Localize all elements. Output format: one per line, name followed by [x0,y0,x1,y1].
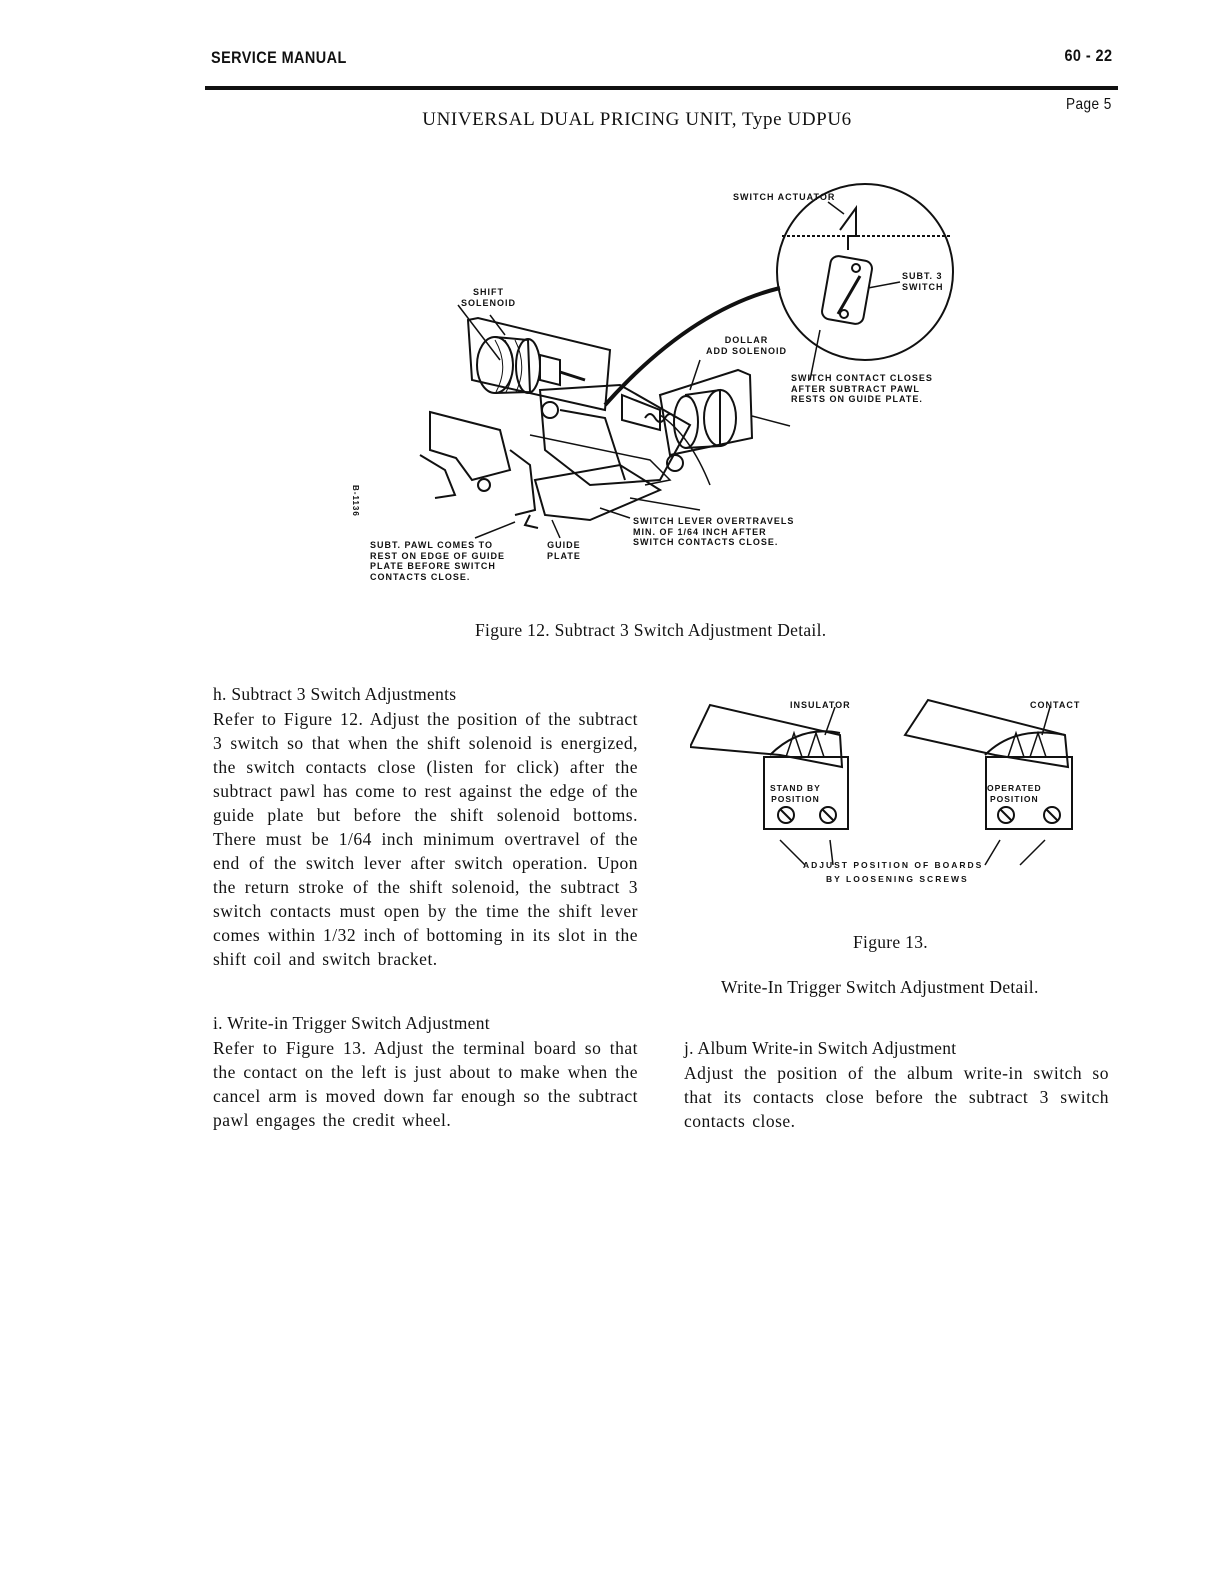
label-switch-lever-overtravels: SWITCH LEVER OVERTRAVELS MIN. OF 1/64 INCH AFTER SWITCH CONTACTS CLOSE. [633,516,795,547]
label-figure-id: B-1136 [351,485,360,517]
header-doc-number: 60 - 22 [1064,46,1112,65]
label-switch-actuator: SWITCH ACTUATOR [733,192,836,202]
figure13-illustration [690,695,1110,885]
label-adjust-position: ADJUST POSITION OF BOARDS [803,860,984,870]
label-shift-solenoid: SHIFT SOLENOID [461,287,517,308]
label-operated-position: OPERATED POSITION [987,783,1042,804]
section-h-body: Refer to Figure 12. Adjust the position of the subtract 3 switch so that when the shift solenoid is energized, the switch contacts close (listen for click) after the subtract pawl has come to rest against the edge of the guide plate but before the shift solenoid bottoms. There must be 1/64 inch minimum overtravel of the end of the switch lever after switch operation. Upon the return stroke of the shift solenoid, the subtract 3 switch contacts must open by the time the shift lever comes within 1/32 inch of bottoming in its slot in the shift coil and switch bracket. [213,709,638,969]
figure13-caption: Figure 13. [853,932,928,952]
label-switch-contact-closes: SWITCH CONTACT CLOSES AFTER SUBTRACT PAWL RESTS ON GUIDE PLATE. [791,373,933,404]
label-subt-pawl: SUBT. PAWL COMES TO REST ON EDGE OF GUIDE PLATE BEFORE SWITCH CONTACTS CLOSE. [370,540,506,582]
label-dollar-add-solenoid: DOLLAR ADD SOLENOID [706,335,788,356]
section-j-heading: j. Album Write-in Switch Adjustment [684,1038,957,1058]
page-title: UNIVERSAL DUAL PRICING UNIT, Type UDPU6 [422,109,852,130]
page-number: Page 5 [1066,96,1112,113]
label-guide-plate: GUIDE PLATE [547,540,581,561]
figure12-caption: Figure 12. Subtract 3 Switch Adjustment Detail. [475,620,827,640]
label-loosening-screws: BY LOOSENING SCREWS [826,874,969,884]
section-i-body: Refer to Figure 13. Adjust the terminal board so that the contact on the left is just about to make when the cancel arm is moved down far enough so the subtract pawl engages the credit wheel. [213,1038,638,1130]
label-insulator: INSULATOR [790,700,851,710]
section-i-heading: i. Write-in Trigger Switch Adjustment [213,1013,490,1033]
header-rule [205,86,1118,90]
label-stand-by-position: STAND BY POSITION [770,783,821,804]
header-manual-title: SERVICE MANUAL [211,48,347,67]
figure13-subcaption: Write-In Trigger Switch Adjustment Detail. [721,977,1039,997]
section-j-body: Adjust the position of the album write-in switch so that its contacts close before the subtract 3 switch contacts close. [684,1063,1109,1131]
label-subt3-switch: SUBT. 3 SWITCH [902,271,944,292]
label-contact: CONTACT [1030,700,1081,710]
section-h-heading: h. Subtract 3 Switch Adjustments [213,684,457,704]
